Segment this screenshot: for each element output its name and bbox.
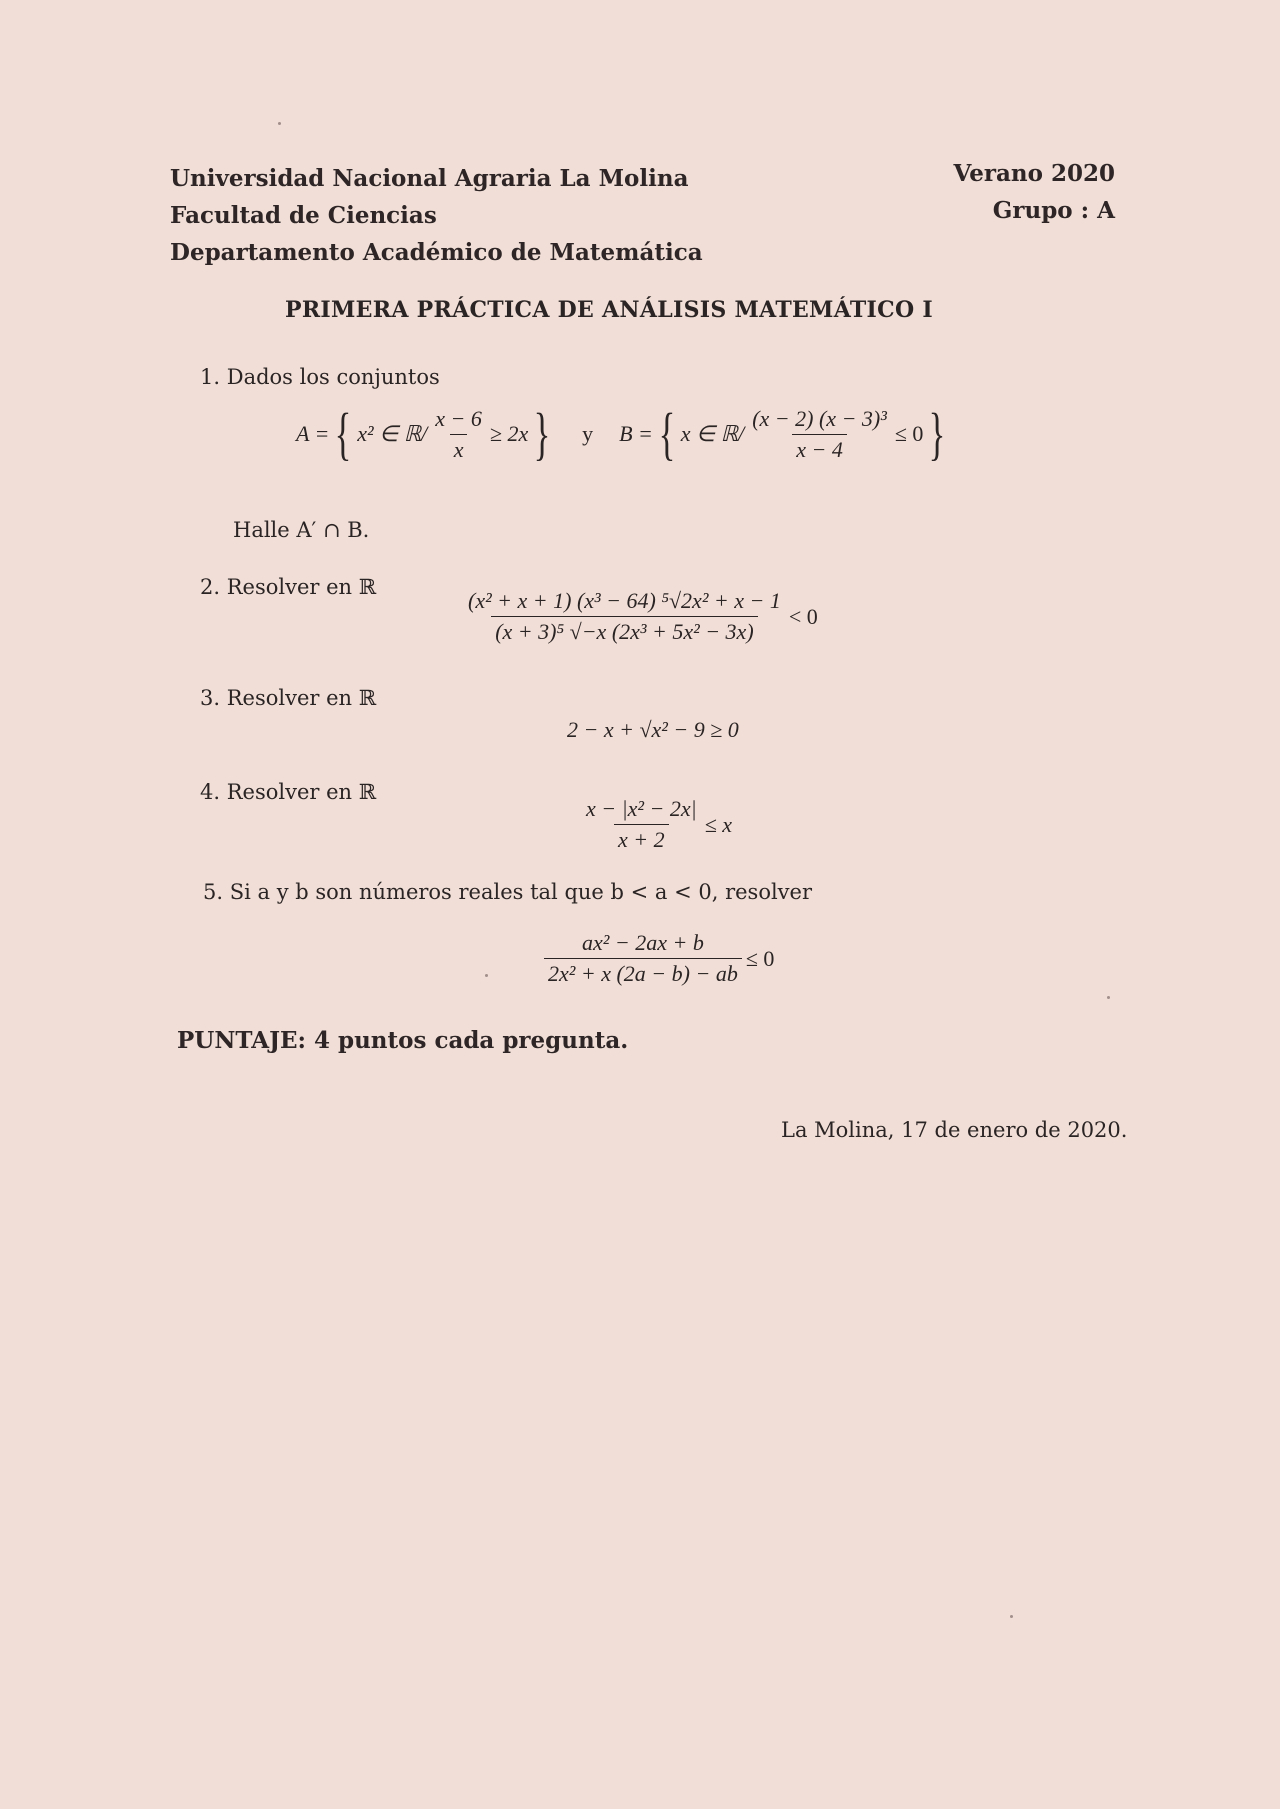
problem-1-text: Dados los conjuntos bbox=[226, 365, 440, 389]
problem-2-fraction bbox=[464, 588, 785, 645]
problem-5-heading bbox=[203, 880, 812, 904]
set-a-element: x² ∈ ℝ/ bbox=[357, 421, 428, 446]
scan-speck bbox=[485, 974, 488, 977]
problem-5-text: Si a y b son números reales tal que b < a < 0, resolver bbox=[229, 880, 813, 904]
problem-4-fraction bbox=[582, 796, 701, 853]
right-brace-icon: } bbox=[928, 401, 946, 466]
set-a-numerator: x − 6 bbox=[435, 405, 482, 431]
left-brace-icon: { bbox=[658, 401, 676, 466]
problem-5-inequality bbox=[540, 930, 774, 987]
faculty-name: Facultad de Ciencias bbox=[170, 202, 437, 229]
problem-4-text: Resolver en ℝ bbox=[226, 780, 377, 804]
set-a-relation: ≥ 2x bbox=[489, 421, 529, 446]
problem-3-number: 3. bbox=[200, 686, 221, 710]
problem-4-numerator: x − |x² − 2x| bbox=[586, 796, 697, 821]
problem-2-text: Resolver en ℝ bbox=[226, 575, 377, 599]
left-brace-icon: { bbox=[334, 401, 352, 466]
problem-2-denominator: (x + 3)⁵ √−x (2x³ + 5x² − 3x) bbox=[491, 616, 757, 645]
department-name: Departamento Académico de Matemática bbox=[170, 239, 703, 266]
problem-4-inequality bbox=[578, 796, 732, 853]
problem-4-heading bbox=[200, 780, 376, 804]
term-block bbox=[954, 155, 1115, 229]
page-title: PRIMERA PRÁCTICA DE ANÁLISIS MATEMÁTICO I bbox=[285, 297, 933, 323]
problem-3-heading bbox=[200, 686, 376, 710]
set-a-denominator: x bbox=[450, 434, 468, 463]
institution-block bbox=[170, 160, 703, 271]
scan-speck bbox=[1107, 996, 1110, 999]
problem-4-relation: ≤ x bbox=[704, 811, 733, 837]
set-b-element: x ∈ ℝ/ bbox=[680, 421, 745, 446]
problem-4-number: 4. bbox=[200, 780, 221, 804]
problem-2-relation: < 0 bbox=[788, 603, 818, 629]
term-label: Verano 2020 bbox=[953, 160, 1115, 187]
problem-5-denominator: 2x² + x (2a − b) − ab bbox=[544, 958, 742, 987]
university-name: Universidad Nacional Agraria La Molina bbox=[170, 165, 689, 192]
set-b-denominator: x − 4 bbox=[792, 434, 847, 463]
set-b-fraction bbox=[748, 406, 891, 463]
set-b-numerator: (x − 2) (x − 3)³ bbox=[752, 405, 887, 431]
problem-5-number: 5. bbox=[203, 880, 224, 904]
problem-1-number: 1. bbox=[200, 365, 221, 389]
problem-1-sets bbox=[296, 401, 951, 466]
problem-5-relation: ≤ 0 bbox=[745, 945, 775, 971]
right-brace-icon: } bbox=[533, 401, 551, 466]
scan-speck bbox=[278, 122, 281, 125]
problem-2-heading bbox=[200, 575, 376, 599]
scan-speck bbox=[1010, 1615, 1013, 1618]
problem-1-followup: Halle A′ ∩ B. bbox=[233, 518, 370, 542]
problem-2-inequality bbox=[460, 588, 818, 645]
problem-3-inequality: 2 − x + √x² − 9 ≥ 0 bbox=[567, 717, 739, 742]
score-note: PUNTAJE: 4 puntos cada pregunta. bbox=[177, 1027, 629, 1054]
problem-1-heading bbox=[200, 365, 440, 389]
problem-3-text: Resolver en ℝ bbox=[226, 686, 377, 710]
problem-2-number: 2. bbox=[200, 575, 221, 599]
set-b-relation: ≤ 0 bbox=[894, 421, 924, 446]
date-line: La Molina, 17 de enero de 2020. bbox=[781, 1118, 1128, 1142]
problem-2-numerator: (x² + x + 1) (x³ − 64) ⁵√2x² + x − 1 bbox=[468, 588, 781, 613]
conjunction: y bbox=[582, 421, 594, 446]
set-a-lhs: A = bbox=[296, 421, 330, 446]
problem-5-fraction bbox=[544, 930, 742, 987]
problem-5-numerator: ax² − 2ax + b bbox=[582, 930, 704, 955]
group-label: Grupo : A bbox=[992, 197, 1115, 224]
set-a-fraction bbox=[431, 406, 486, 463]
set-b-lhs: B = bbox=[619, 421, 653, 446]
problem-4-denominator: x + 2 bbox=[614, 824, 669, 853]
